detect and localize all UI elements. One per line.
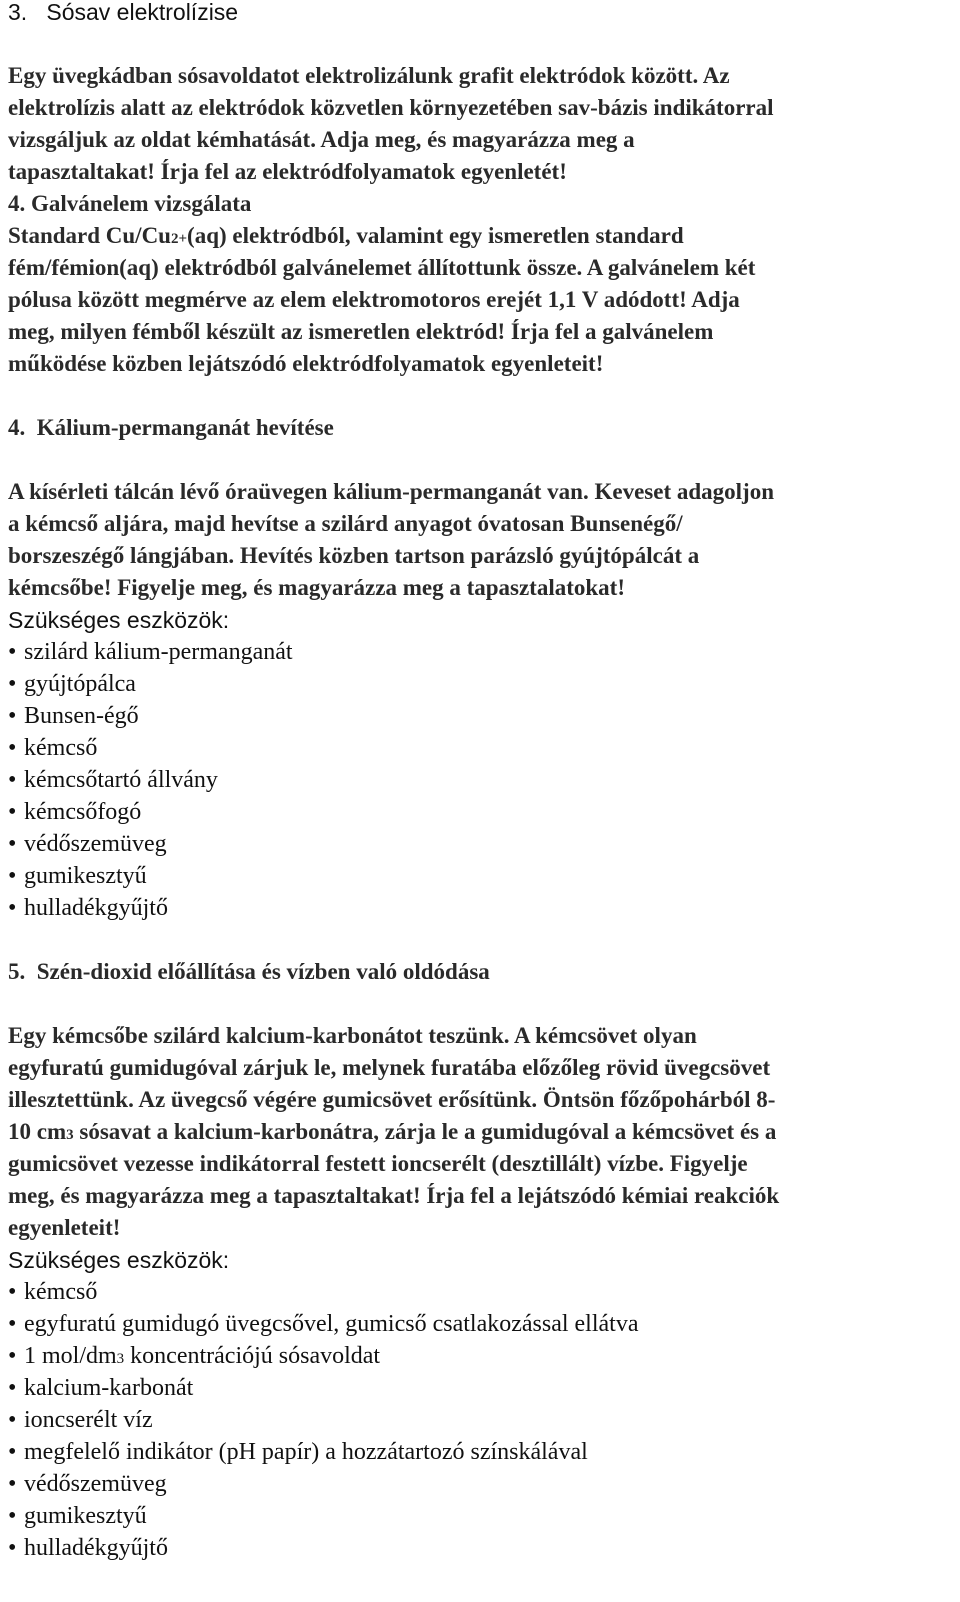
section4b-tools-label: Szükséges eszközök: (8, 607, 230, 633)
section3-heading: 3. Sósav elektrolízise (8, 0, 239, 25)
bullet-icon: • (8, 895, 17, 921)
bullet-icon: • (8, 639, 17, 665)
section4a-heading: 4. Galvánelem vizsgálata (8, 191, 252, 216)
section4b-line3: borszeszégő lángjában. Hevítés közben tartson parázsló gyújtópálcát a (8, 543, 700, 568)
bullet-icon: • (8, 799, 17, 825)
section3-line3: vizsgáljuk az oldat kémhatását. Adja meg, és magyarázza meg a (8, 127, 635, 152)
list-item: • gumikesztyű (8, 1500, 147, 1532)
list-item: • kémcsőfogó (8, 796, 141, 828)
bullet-icon: • (8, 671, 17, 697)
list-item: • kalcium-karbonát (8, 1372, 193, 1404)
section4b-line4: kémcsőbe! Figyelje meg, és magyarázza meg a tapasztalatokat! (8, 575, 625, 600)
section4b-line2: a kémcső aljára, majd hevítse a szilárd anyagot óvatosan Bunsenégő/ (8, 511, 683, 536)
list-item: • gumikesztyű (8, 860, 147, 892)
bullet-icon: • (8, 831, 17, 857)
section5-line4: 10 cm3 sósavat a kalcium-karbonátra, zárja le a gumidugóval a kémcsövet és a (8, 1119, 777, 1144)
section5-tools-label: Szükséges eszközök: (8, 1247, 230, 1273)
bullet-icon: • (8, 863, 17, 889)
section5-heading: 5. Szén-dioxid előállítása és vízben való oldódása (8, 959, 490, 984)
unit-superscript: 3 (66, 1127, 74, 1143)
section3-line1: Egy üvegkádban sósavoldatot elektrolizálunk grafit elektródok között. Az (8, 63, 730, 88)
bullet-icon: • (8, 1439, 17, 1465)
bullet-icon: • (8, 1407, 17, 1433)
bullet-icon: • (8, 1471, 17, 1497)
bullet-icon: • (8, 735, 17, 761)
section4a-line3: pólusa között megmérve az elem elektromotoros erejét 1,1 V adódott! Adja (8, 287, 740, 312)
section5-line2: egyfuratú gumidugóval zárjuk le, melynek furatába előzőleg rövid üvegcsövet (8, 1055, 771, 1080)
list-item: • kémcsőtartó állvány (8, 764, 218, 796)
bullet-icon: • (8, 1311, 17, 1337)
section4b-heading: 4. Kálium-permanganát hevítése (8, 415, 334, 440)
list-item: • gyújtópálca (8, 668, 136, 700)
bullet-icon: • (8, 1535, 17, 1561)
list-item: • megfelelő indikátor (pH papír) a hozzátartozó színskálával (8, 1436, 588, 1468)
bullet-icon: • (8, 767, 17, 793)
unit-superscript: 3 (116, 1351, 125, 1367)
bullet-icon: • (8, 1375, 17, 1401)
list-item: • szilárd kálium-permanganát (8, 636, 293, 668)
list-item: • Bunsen-égő (8, 700, 139, 732)
section4a-line5: működése közben lejátszódó elektródfolyamatok egyenleteit! (8, 351, 604, 376)
list-item: • védőszemüveg (8, 828, 167, 860)
section5-line7: egyenleteit! (8, 1215, 121, 1240)
list-item: • védőszemüveg (8, 1468, 167, 1500)
list-item: • egyfuratú gumidugó üvegcsővel, gumicső csatlakozással ellátva (8, 1308, 638, 1340)
section5-line5: gumicsövet vezesse indikátorral festett ioncserélt (desztillált) vízbe. Figyelje (8, 1151, 748, 1176)
bullet-icon: • (8, 703, 17, 729)
section4b-line1: A kísérleti tálcán lévő óraüvegen kálium-permanganát van. Keveset adagoljon (8, 479, 774, 504)
section4a-line1-end: (aq) elektródból, valamint egy ismeretlen standard (187, 223, 684, 248)
bullet-icon: • (8, 1279, 17, 1305)
section5-line6: meg, és magyarázza meg a tapasztaltakat! Írja fel a lejátszódó kémiai reakciók (8, 1183, 780, 1208)
section4a-line1-start: Standard Cu/Cu (8, 223, 171, 248)
charge-superscript: 2+ (170, 231, 188, 247)
bullet-icon: • (8, 1503, 17, 1529)
section5-line3: illesztettünk. Az üvegcső végére gumicsövet erősítünk. Öntsön főzőpohárból 8- (8, 1087, 776, 1112)
section3-line2: elektrolízis alatt az elektródok közvetlen környezetében sav-bázis indikátorral (8, 95, 774, 120)
list-item: • ioncserélt víz (8, 1404, 153, 1436)
section5-line1: Egy kémcsőbe szilárd kalcium-karbonátot teszünk. A kémcsövet olyan (8, 1023, 697, 1048)
list-item: • 1 mol/dm3 koncentrációjú sósavoldat (8, 1340, 380, 1375)
list-item: • hulladékgyűjtő (8, 1532, 168, 1564)
list-item: • kémcső (8, 1276, 97, 1308)
list-item: • kémcső (8, 732, 97, 764)
section4a-line4: meg, milyen fémből készült az ismeretlen elektród! Írja fel a galvánelem (8, 319, 714, 344)
section4a-line2: fém/fémion(aq) elektródból galvánelemet állítottunk össze. A galvánelem két (8, 255, 756, 280)
bullet-icon: • (8, 1343, 17, 1369)
section4a-line1 (8, 220, 684, 255)
section3-line4: tapasztaltakat! Írja fel az elektródfolyamatok egyenletét! (8, 159, 567, 184)
list-item: • hulladékgyűjtő (8, 892, 168, 924)
